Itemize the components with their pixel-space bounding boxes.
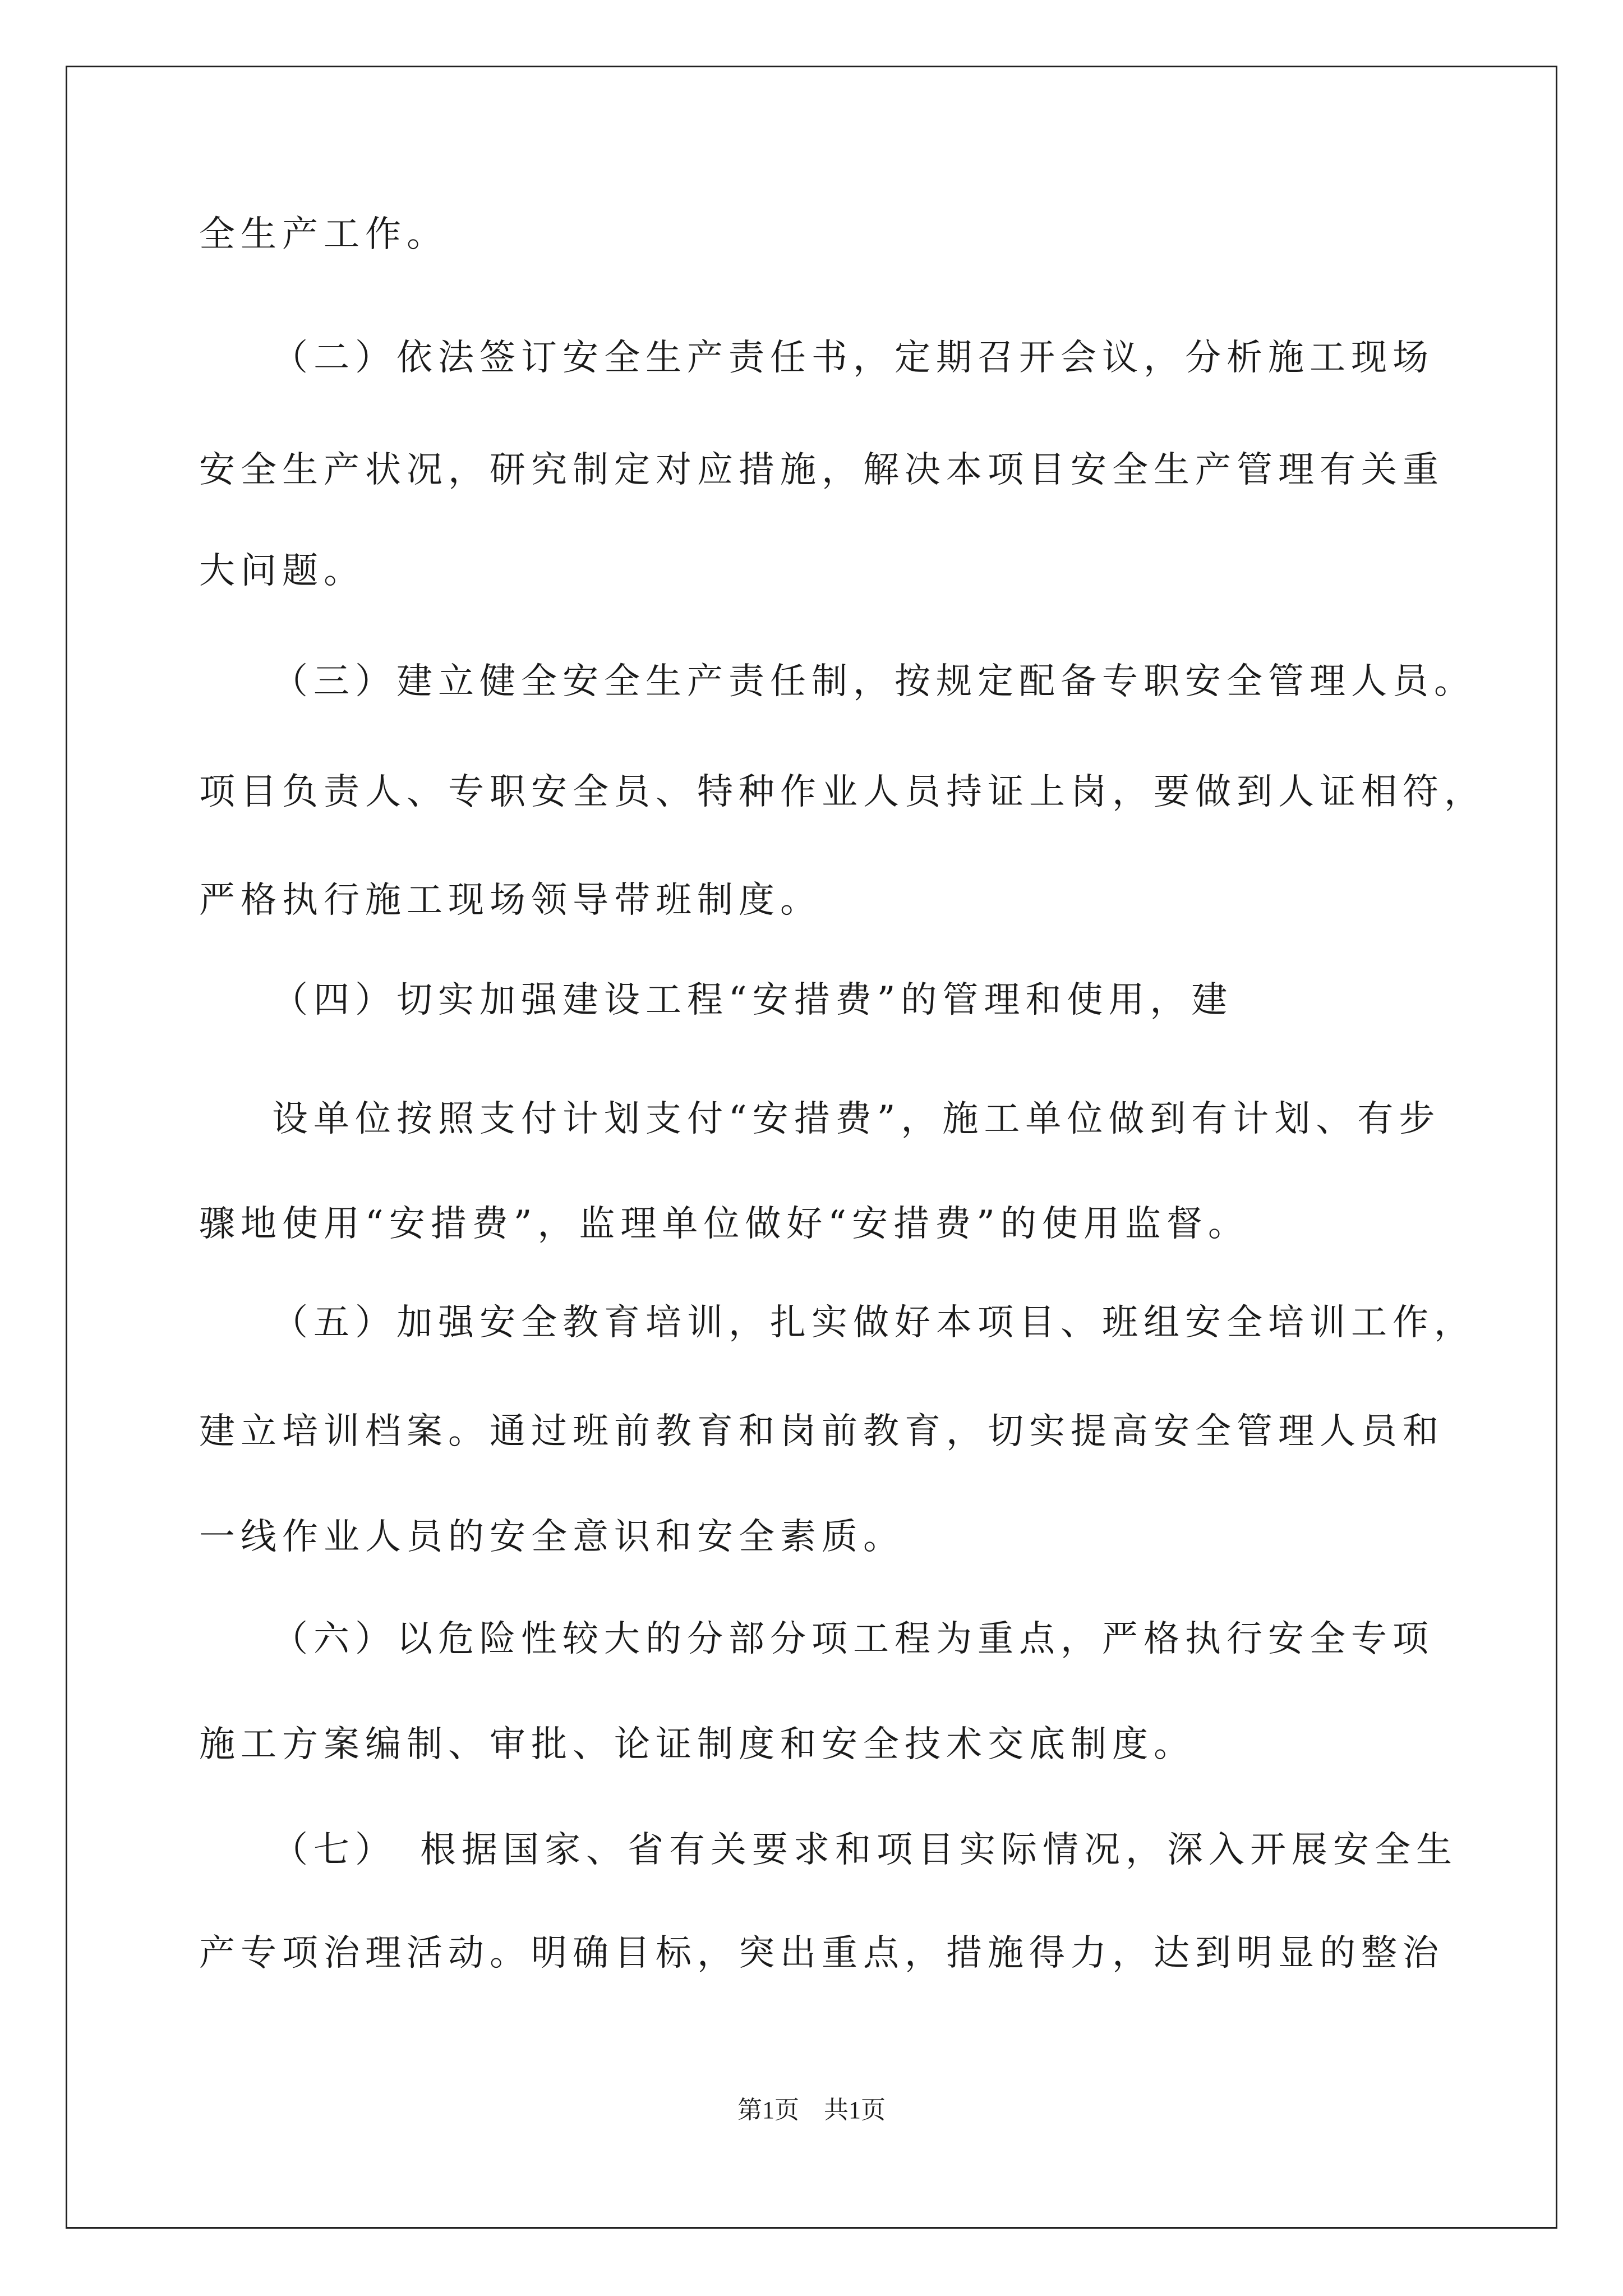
paragraph-6-line: （六）以危险性较大的分部分项工程为重点，严格执行安全专项	[272, 1618, 1434, 1660]
paragraph-5-line: （五）加强安全教育培训，扎实做好本项目、班组安全培训工作，	[272, 1302, 1476, 1343]
paragraph-4-line: （四）切实加强建设工程“安措费”的管理和使用，建	[272, 979, 1233, 1021]
page-number-footer: 第1页 共1页	[737, 2096, 886, 2124]
body-text-line: 设单位按照支付计划支付“安措费”，施工单位做到有计划、有步	[272, 1098, 1441, 1140]
body-text-line: 全生产工作。	[199, 214, 448, 255]
paragraph-7-line: （七） 根据国家、省有关要求和项目实际情况，深入开展安全生	[272, 1829, 1458, 1871]
body-text-line: 安全生产状况，研究制定对应措施，解决本项目安全生产管理有关重	[199, 449, 1444, 491]
body-text-line: 严格执行施工现场领导带班制度。	[199, 880, 822, 921]
page-border	[66, 66, 1557, 2229]
paragraph-3-line: （三）建立健全安全生产责任制，按规定配备专职安全管理人员。	[272, 661, 1476, 702]
body-text-line: 施工方案编制、审批、论证制度和安全技术交底制度。	[199, 1724, 1195, 1765]
body-text-line: 大问题。	[199, 550, 365, 592]
body-text-line: 骤地使用“安措费”，监理单位做好“安措费”的使用监督。	[199, 1203, 1249, 1245]
body-text-line: 一线作业人员的安全意识和安全素质。	[199, 1516, 905, 1558]
body-text-line: 产专项治理活动。明确目标，突出重点，措施得力，达到明显的整治	[199, 1932, 1444, 1974]
body-text-line: 建立培训档案。通过班前教育和岗前教育，切实提高安全管理人员和	[199, 1411, 1444, 1452]
paragraph-2-line: （二）依法签订安全生产责任书，定期召开会议，分析施工现场	[272, 337, 1434, 379]
body-text-line: 项目负责人、专职安全员、特种作业人员持证上岗，要做到人证相符，	[199, 771, 1486, 813]
